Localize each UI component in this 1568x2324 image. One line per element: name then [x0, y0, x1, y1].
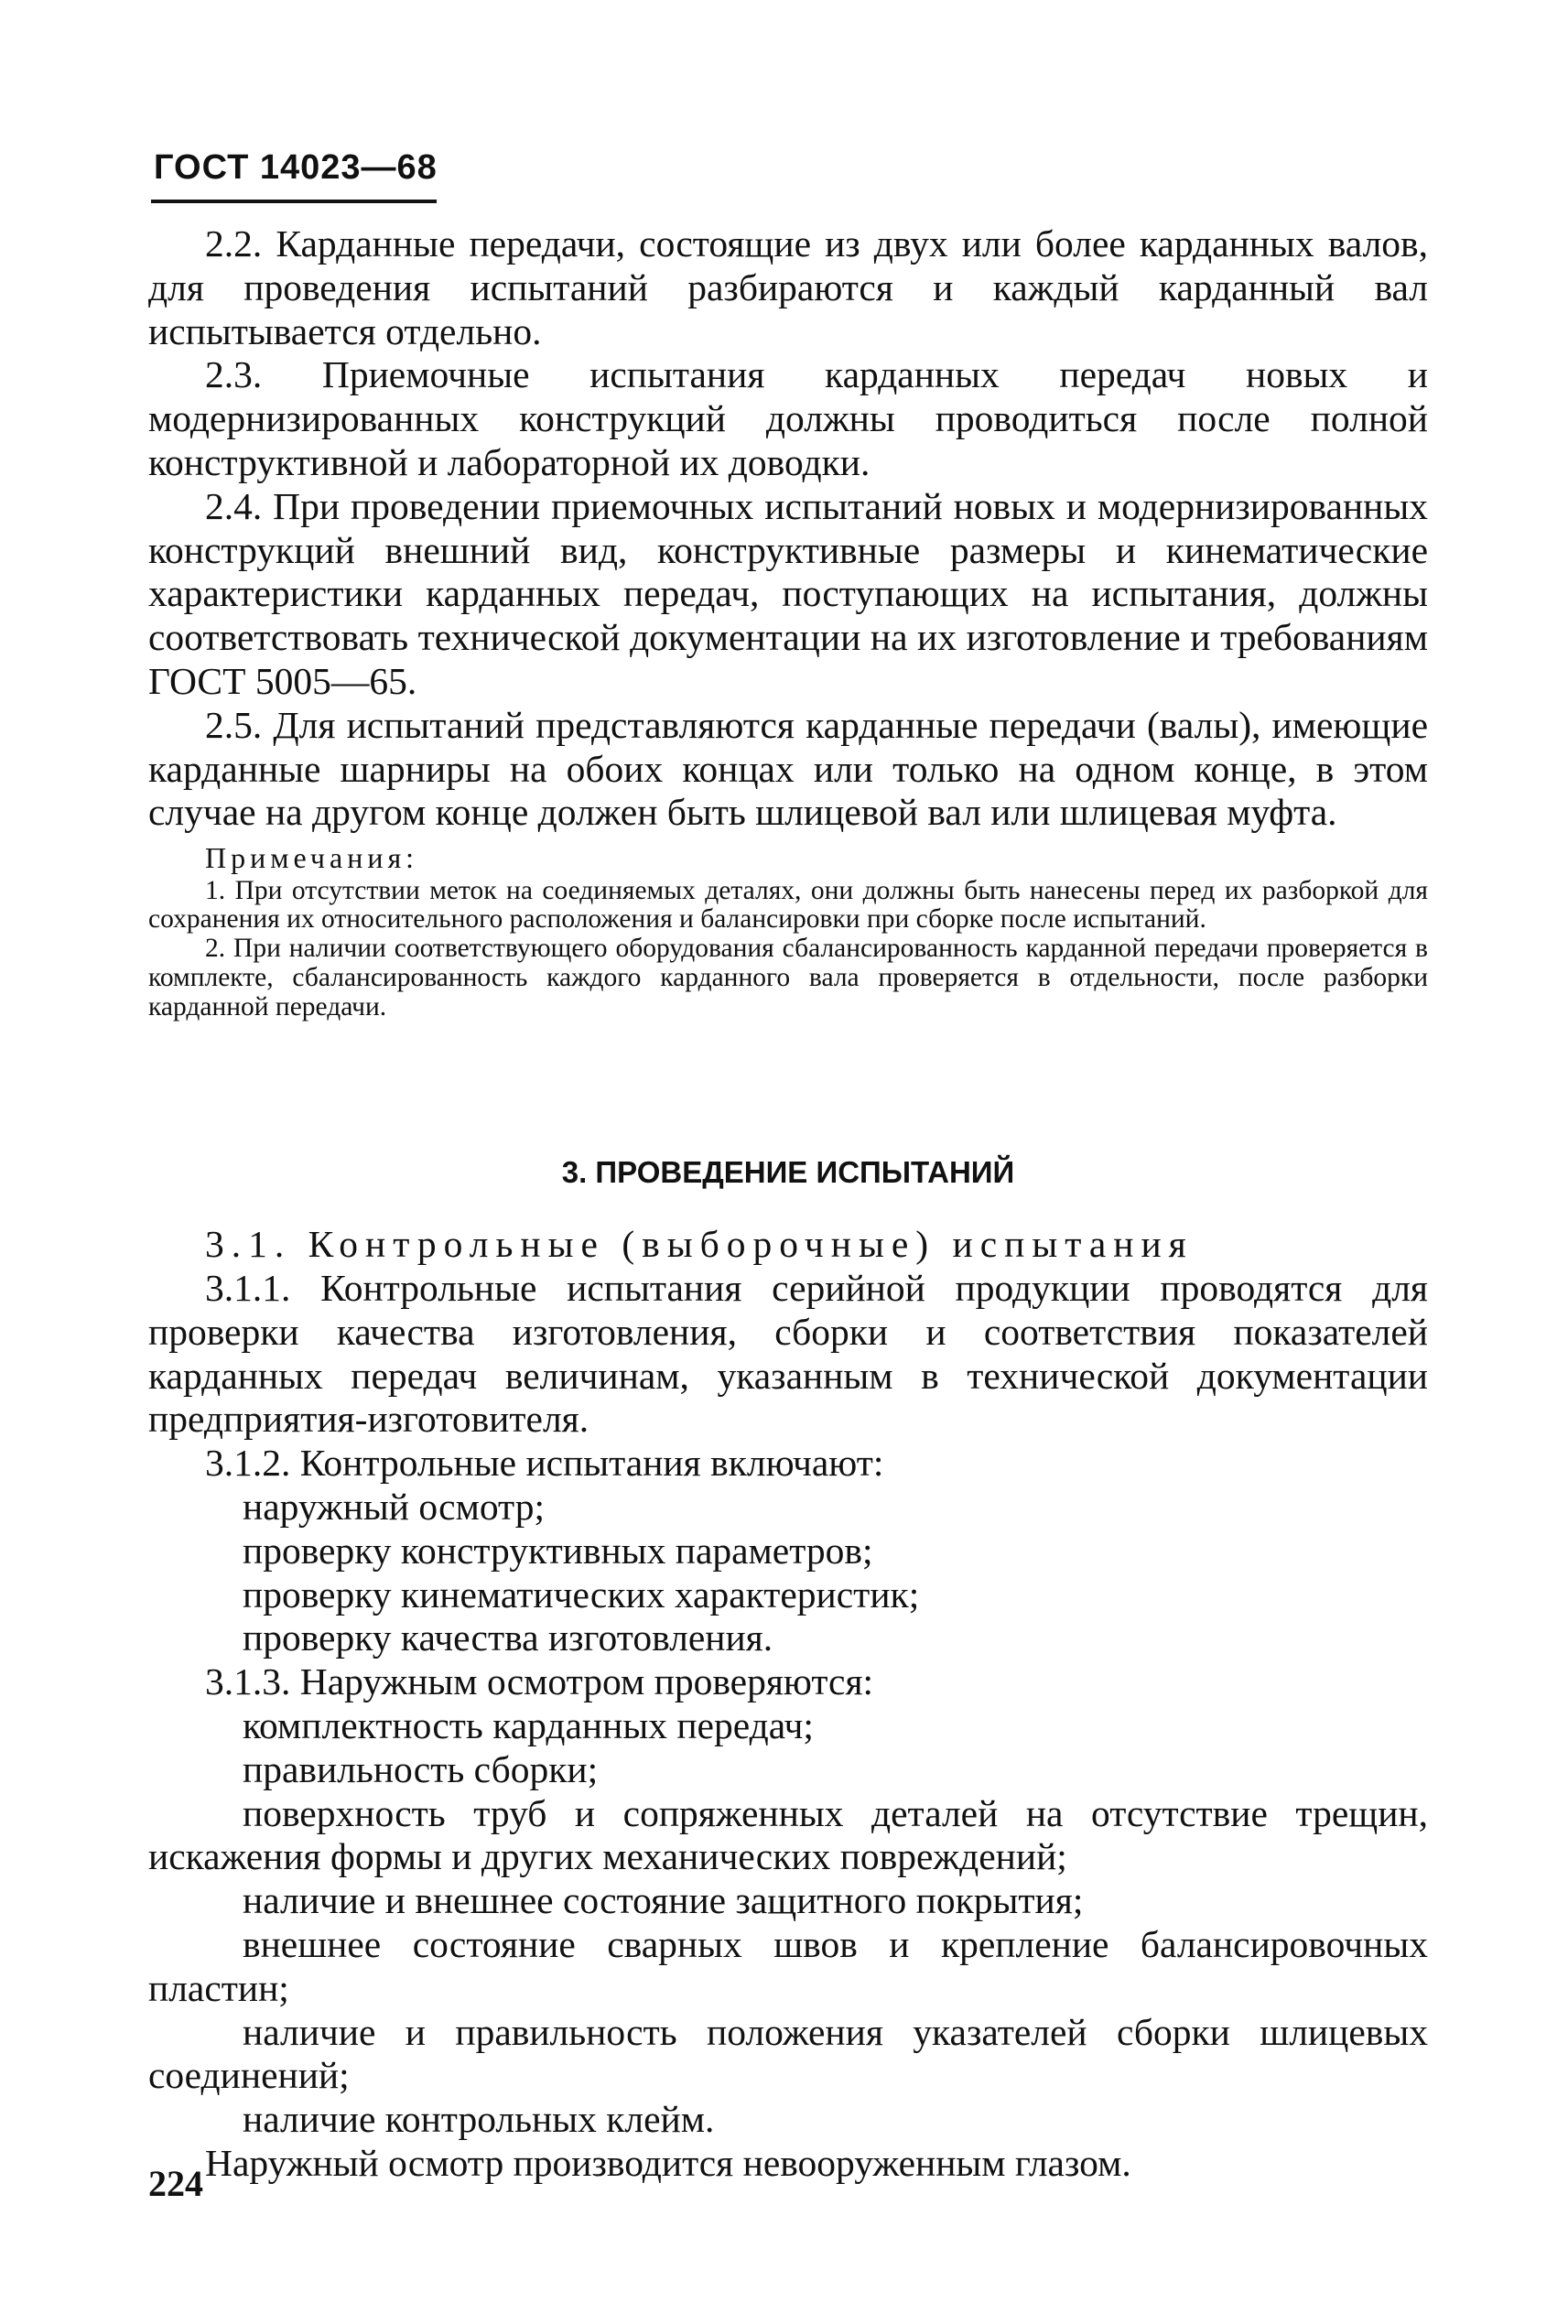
paragraph-2-2: 2.2. Карданные передачи, состоящие из двух или более карданных валов, для проведения испытаний разбираются и каждый карданный вал испытывается отдельно.: [148, 222, 1428, 352]
closing-paragraph: Наружный осмотр производится невооруженным глазом.: [205, 2141, 1131, 2184]
note-1: 1. При отсутствии меток на соединяемых деталях, они должны быть нанесены перед их разборкой для сохранения их относительного расположения и балансировки при сборке после испытаний.: [148, 875, 1428, 935]
list-item: наличие и правильность положения указателей сборки шлицевых соединений;: [148, 2010, 1428, 2097]
page-number: 224: [148, 2163, 203, 2204]
list-item: наличие контрольных клейм.: [243, 2098, 715, 2141]
header-rule: [151, 200, 437, 203]
paragraph-3-1-3: 3.1.3. Наружным осмотром проверяются:: [205, 1660, 874, 1703]
paragraph-2-4: 2.4. При проведении приемочных испытаний новых и модернизированных конструкций внешний вид, конструктивные размеры и кинематические характеристики карданных передач, поступающих на испытания, должны соответствовать технической документации на их изготовление и требованиям ГОСТ 5005—65.: [148, 484, 1428, 702]
subsection-3-1-title: 3.1. Контрольные (выборочные) испытания: [205, 1223, 1194, 1265]
list-item: правильность сборки;: [243, 1747, 599, 1790]
paragraph-3-1-2: 3.1.2. Контрольные испытания включают:: [205, 1442, 884, 1485]
paragraph-3-1-1: 3.1.1. Контрольные испытания серийной продукции проводятся для проверки качества изготовления, сборки и соответствия показателей карданных передач величинам, указанным в технической документации предприятия-изготовителя.: [148, 1267, 1428, 1441]
notes-title: Примечания:: [205, 841, 419, 874]
list-item: проверку кинематических характеристик;: [243, 1573, 920, 1616]
paragraph-2-5: 2.5. Для испытаний представляются карданные передачи (валы), имеющие карданные шарниры на обоих концах или только на одном конце, в этом случае на другом конце должен быть шлицевой вал или шлицевая муфта.: [148, 703, 1428, 834]
paragraph-2-3: 2.3. Приемочные испытания карданных передач новых и модернизированных конструкций должны проводиться после полной конструктивной и лабораторной их доводки.: [148, 353, 1428, 483]
section-3-text: [148, 1267, 1428, 2186]
section-2-text: [148, 222, 1428, 835]
notes-block: [148, 841, 1428, 1021]
section-3-heading: 3. ПРОВЕДЕНИЕ ИСПЫТАНИЙ: [561, 1155, 1015, 1189]
list-item: внешнее состояние сварных швов и крепление балансировочных пластин;: [148, 1922, 1428, 2009]
list-item: поверхность труб и сопряженных деталей на отсутствие трещин, искажения формы и других механических повреждений;: [148, 1791, 1428, 1878]
document-header: ГОСТ 14023—68: [154, 148, 438, 187]
list-item: комплектность карданных передач;: [243, 1703, 814, 1746]
list-item: наружный осмотр;: [243, 1485, 545, 1528]
list-item: наличие и внешнее состояние защитного покрытия;: [243, 1879, 1084, 1922]
note-2: 2. При наличии соответствующего оборудования сбалансированность карданной передачи проверяется в комплекте, сбалансированность каждого карданного вала проверяется в отдельности, после разборки карданной передачи.: [148, 934, 1428, 1021]
list-item: проверку конструктивных параметров;: [243, 1529, 873, 1572]
list-item: проверку качества изготовления.: [243, 1616, 773, 1659]
